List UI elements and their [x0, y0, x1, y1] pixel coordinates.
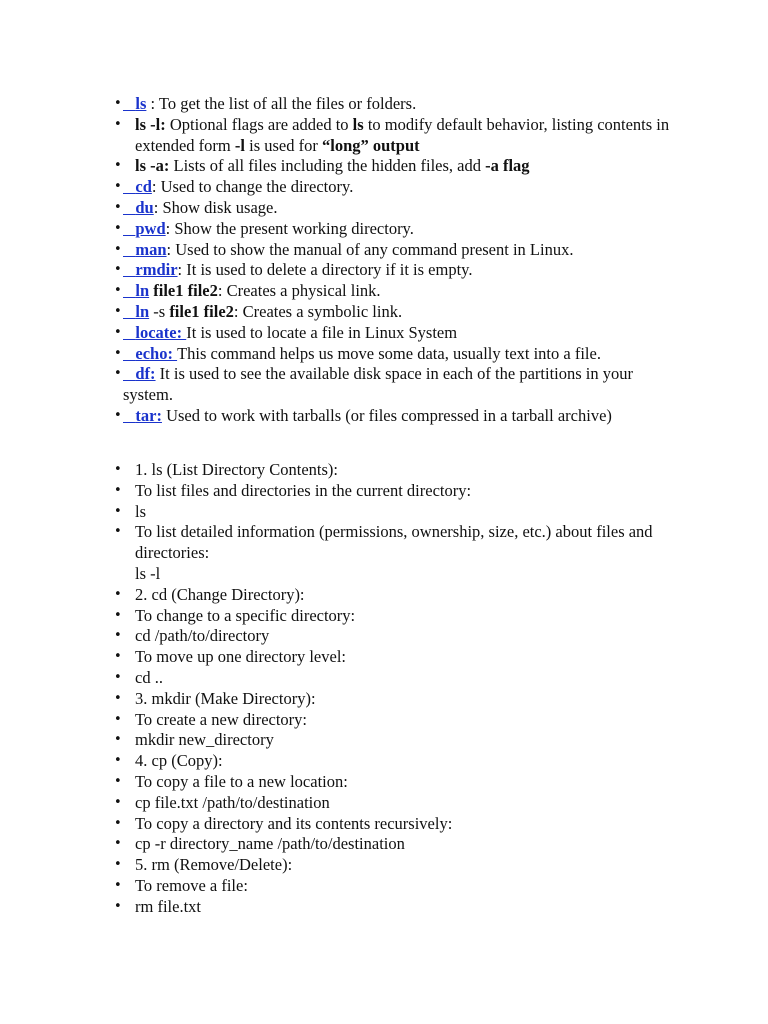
command-term: pwd	[135, 218, 166, 238]
list-item: • 2. cd (Change Directory):	[0, 585, 768, 606]
list-item: • pwd: Show the present working directory.	[0, 219, 768, 240]
list-item: • cd: Used to change the directory.	[0, 177, 768, 198]
command-term: tar:	[135, 405, 162, 425]
list-item: • 3. mkdir (Make Directory):	[0, 689, 768, 710]
command-term: du	[135, 197, 154, 217]
list-item: • ln -s file1 file2: Creates a symbolic link.	[0, 302, 768, 323]
command-term: ls	[135, 94, 147, 113]
list-item: • man: Used to show the manual of any command present in Linux.	[0, 240, 768, 261]
list-item: • To list detailed information (permissions, ownership, size, etc.) about files and directories: ls -l	[0, 522, 768, 584]
list-item: • cd /path/to/directory	[0, 626, 768, 647]
list-item: • rm file.txt	[0, 897, 768, 918]
list-item: • df: It is used to see the available disk space in each of the partitions in your system.	[0, 364, 768, 406]
list-item: • To copy a file to a new location:	[0, 772, 768, 793]
command-term: df:	[135, 364, 156, 384]
list-item: • To move up one directory level:	[0, 647, 768, 668]
list-item: • 1. ls (List Directory Contents):	[0, 460, 768, 481]
list-item: • To change to a specific directory:	[0, 606, 768, 627]
command-term: ln	[135, 301, 150, 321]
command-summary-list	[0, 94, 768, 427]
list-item: • ln file1 file2: Creates a physical link.	[0, 281, 768, 302]
command-term: locate:	[135, 322, 187, 342]
command-term: ln	[135, 281, 150, 301]
list-item: • 4. cp (Copy):	[0, 751, 768, 772]
list-item: • tar: Used to work with tarballs (or files compressed in a tarball archive)	[0, 406, 768, 427]
list-item: • To list files and directories in the current directory:	[0, 481, 768, 502]
command-term: rmdir	[135, 260, 178, 280]
code-line: ls -l	[135, 563, 161, 583]
list-item: • echo: This command helps us move some data, usually text into a file.	[0, 344, 768, 365]
list-item: • locate: It is used to locate a file in Linux System	[0, 323, 768, 344]
list-item: • 5. rm (Remove/Delete):	[0, 855, 768, 876]
list-item: • mkdir new_directory	[0, 730, 768, 751]
list-item: • rmdir: It is used to delete a directory if it is empty.	[0, 260, 768, 281]
command-term: man	[135, 239, 167, 259]
list-item: • To create a new directory:	[0, 710, 768, 731]
list-item: • cp -r directory_name /path/to/destination	[0, 834, 768, 855]
command-term: cd	[135, 177, 152, 197]
list-item: • ls -l: Optional flags are added to ls to modify default behavior, listing contents in extended form -l is used for “long” output	[0, 115, 768, 157]
list-item: • ls -a: Lists of all files including the hidden files, add -a flag	[0, 156, 768, 177]
command-examples-list	[0, 460, 768, 918]
list-item: • cd ..	[0, 668, 768, 689]
list-item: • ls	[0, 502, 768, 523]
list-item: • du: Show disk usage.	[0, 198, 768, 219]
list-item: • ls : To get the list of all the files or folders.	[0, 94, 768, 115]
command-term: echo:	[135, 343, 178, 363]
list-item: • cp file.txt /path/to/destination	[0, 793, 768, 814]
list-item: • To remove a file:	[0, 876, 768, 897]
list-item: • To copy a directory and its contents recursively:	[0, 814, 768, 835]
